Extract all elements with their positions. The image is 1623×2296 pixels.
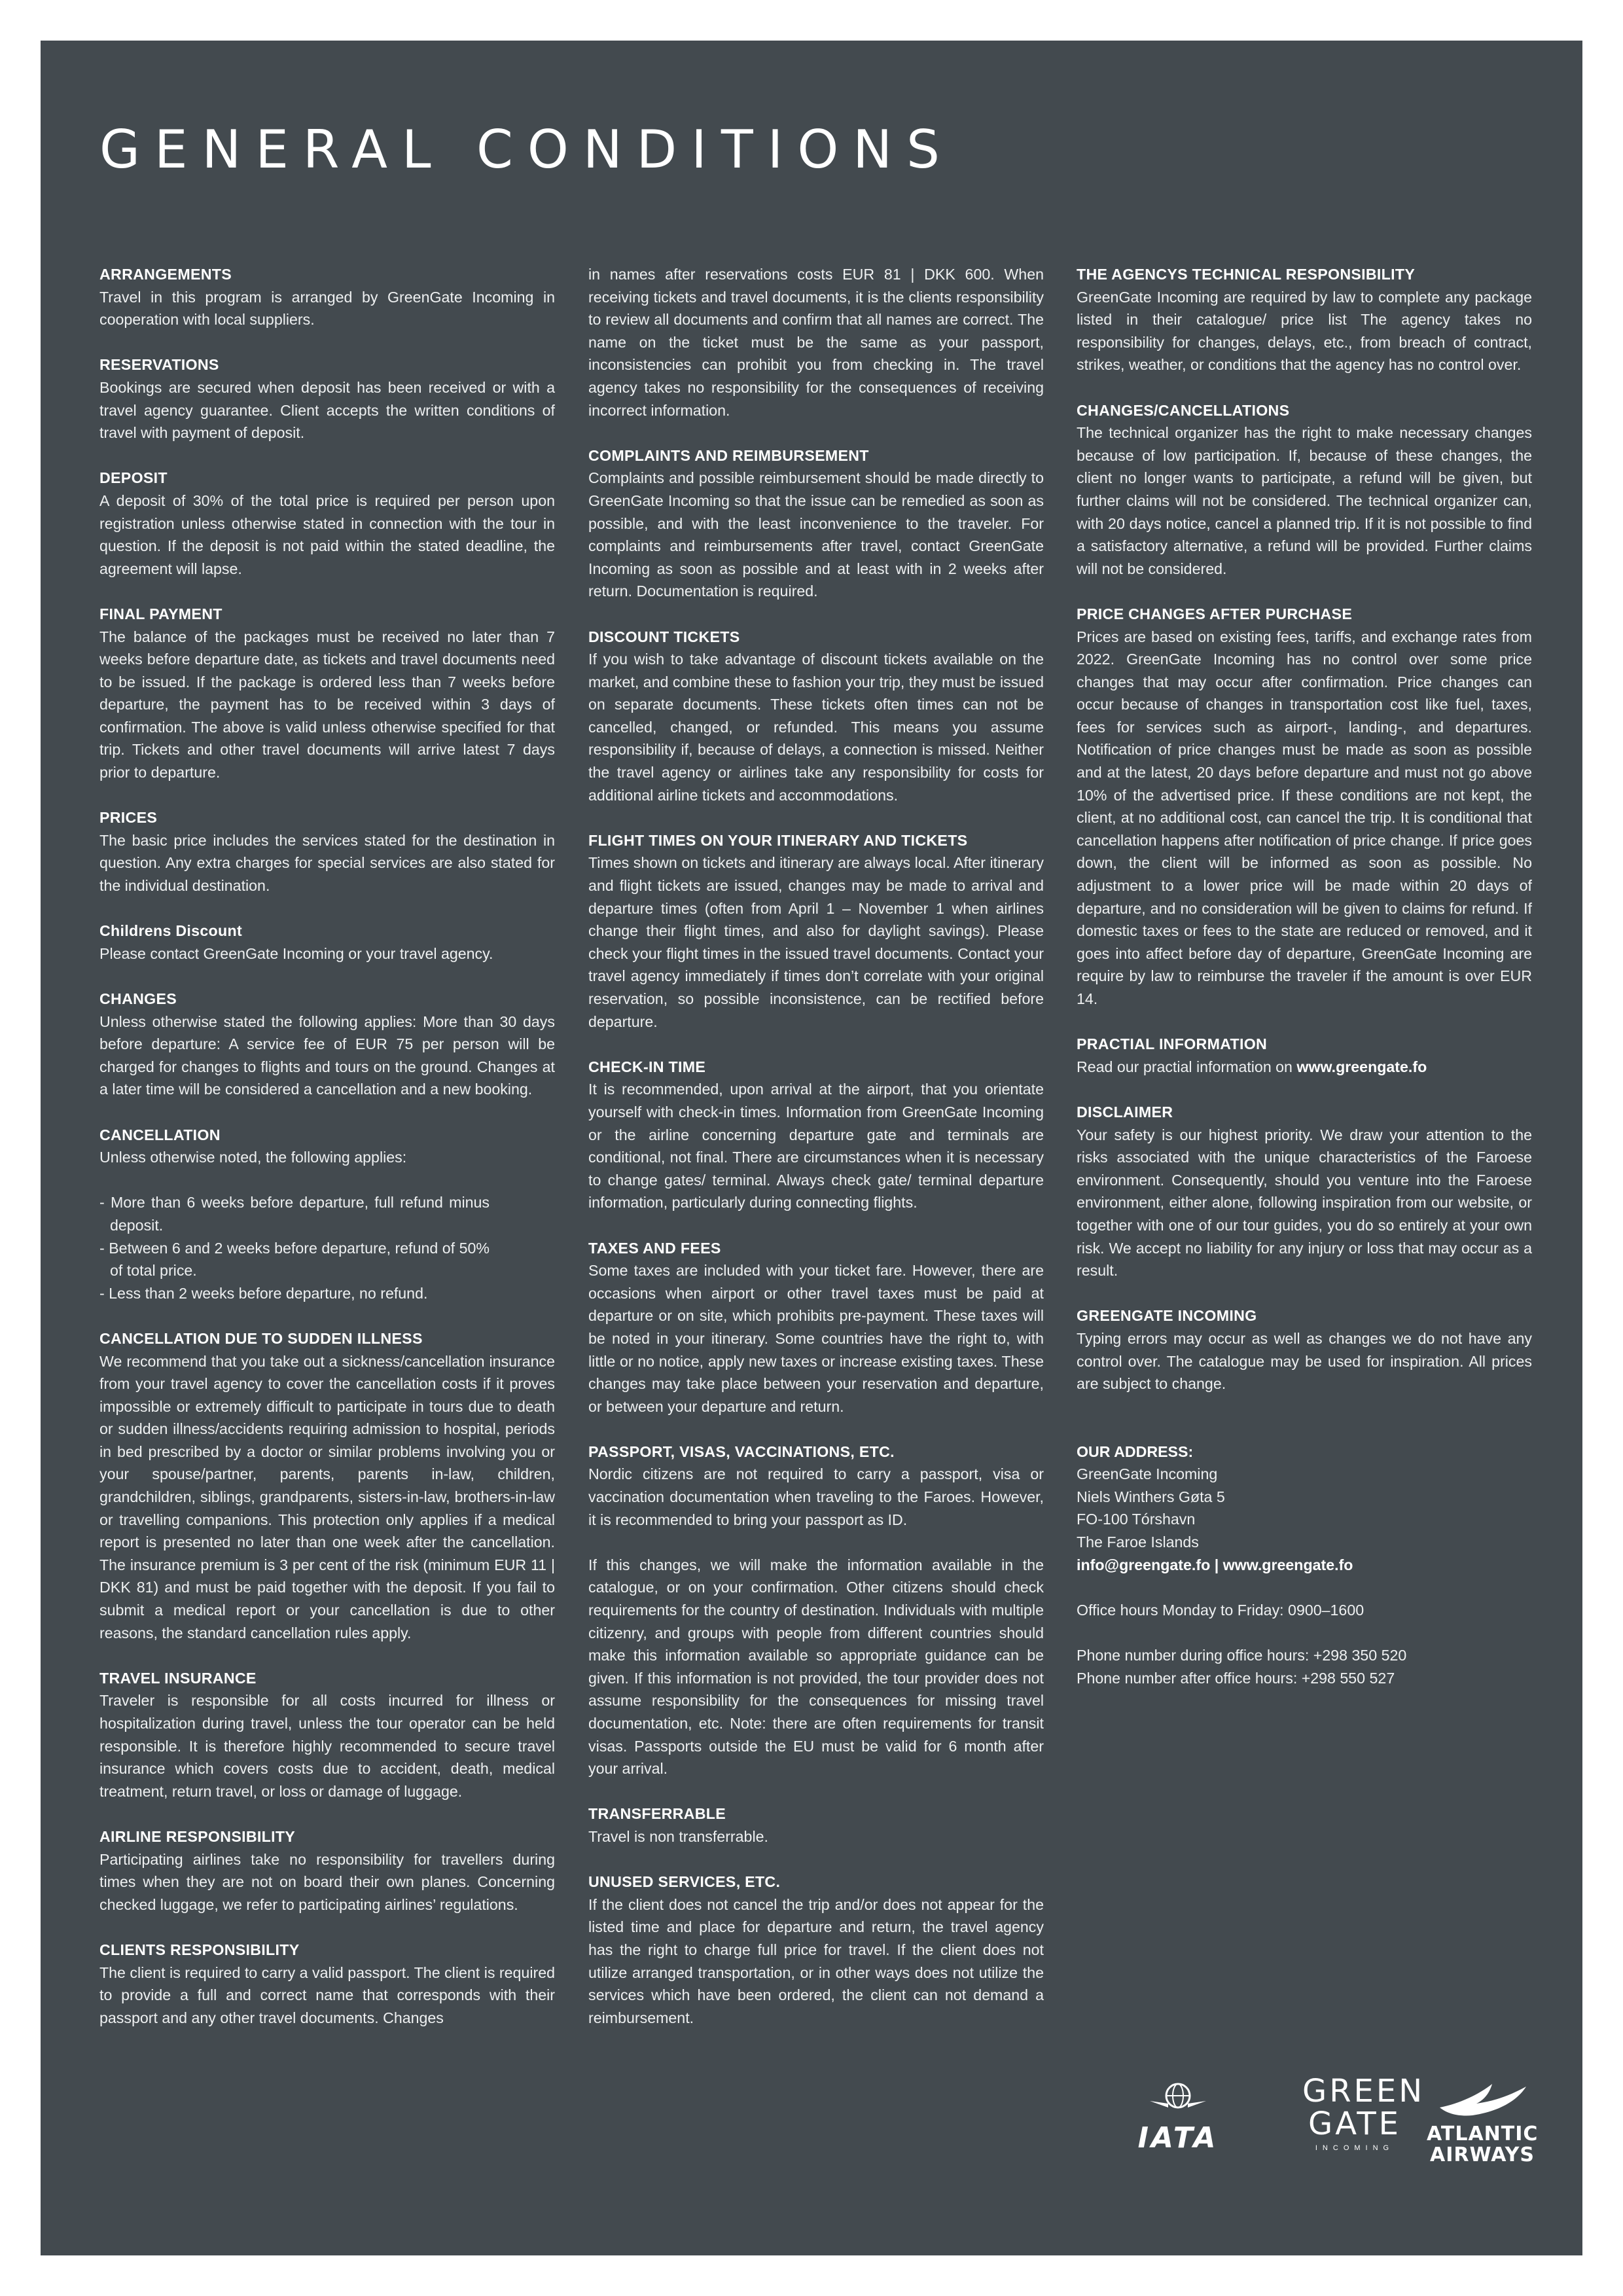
list-item: - Between 6 and 2 weeks before departure, refund of 50% of total price. [99,1239,490,1280]
section-heading: COMPLAINTS AND REIMBURSEMENT [588,446,869,464]
section-paragraph: Participating airlines take no responsibility for travellers during times when they are not on board their own planes. Concerning checked luggage, we refer to participating airlines’ regulations. [99,1850,555,1913]
section-clients-responsibility [99,1939,555,2029]
section-complaints-and-reimbursement [588,444,1044,603]
column-1 [99,263,555,2052]
section-heading: CANCELLATION DUE TO SUDDEN ILLNESS [99,1329,423,1347]
section-travel-insurance [99,1667,555,1803]
column-2 [588,263,1044,2052]
section-paragraph: A deposit of 30% of the total price is required per person upon registration unless otherwise stated in connection with the tour in question. If the deposit is not paid within the stated deadline, the agreement will lapse. [99,492,555,577]
section-heading: THE AGENCYS TECHNICAL RESPONSIBILITY [1077,266,1416,283]
address-line: Niels Winthers Gøta 5 [1077,1488,1225,1505]
column-3 [1077,263,1532,1689]
section-paragraph: Typing errors may occur as well as changes we do not have any control over. The catalogue may be used for inspiration. All prices are subject to change. [1077,1329,1532,1393]
section-the-agencys-technical-responsibility [1077,263,1532,376]
section-practial-information [1077,1033,1532,1078]
section-paragraph: Times shown on tickets and itinerary are always local. After itinerary and flight tickets are issued, changes may be made to arrival and departure times (often from April 1 – November 1 when airlines change their flight times, and also for daylight savings). Please check your flight times in the issued travel documents. Contact your travel agency immediately if times don’t correlate with your original reservation, so possible inconsistence, can be rectified before departure. [588,854,1044,1030]
address-line: The Faroe Islands [1077,1534,1199,1551]
section-changes-cancellations [1077,399,1532,581]
section-heading: CHANGES [99,990,177,1007]
section-arrangements [99,263,555,331]
conditions-panel [41,41,1582,2255]
section-paragraph: GreenGate Incoming are required by law to complete any package listed in their catalogue/ price list The agency takes no responsibility for changes, delays, etc., from breach of contract, strikes, weather, or conditions that the agency has no control over. [1077,288,1532,374]
section-heading: CHANGES/CANCELLATIONS [1077,401,1290,419]
contact-links[interactable]: info@greengate.fo | www.greengate.fo [1077,1556,1353,1573]
section-heading: DISCLAIMER [1077,1103,1173,1121]
greengate-line1: GREEN [1302,2073,1425,2109]
atlantic-line2: AIRWAYS [1430,2144,1535,2166]
iata-globe-icon [1149,2081,1207,2118]
section-heading: DISCOUNT TICKETS [588,628,740,645]
section-heading: PASSPORT, VISAS, VACCINATIONS, ETC. [588,1443,895,1460]
section-heading: PRACTIAL INFORMATION [1077,1035,1268,1053]
section-paragraph: Nordic citizens are not required to carry a passport, visa or vaccination documentation when traveling to the Faroes. However, it is recommended to bring your passport as ID. [588,1465,1044,1528]
section-heading: GREENGATE INCOMING [1077,1307,1257,1325]
section-heading: FLIGHT TIMES ON YOUR ITINERARY AND TICKETS [588,831,968,849]
section-paragraph: in names after reservations costs EUR 81 | DKK 600. When receiving tickets and travel documents, it is the clients responsibility to review all documents and confirm that all names are correct. The name on the ticket must be the same as your passport, inconsistencies can prohibit you from checking in. The travel agency takes no responsibility for the consequences of receiving incorrect information. [588,266,1044,419]
section-unused-services-etc [588,1871,1044,2029]
address-line: FO-100 Tórshavn [1077,1511,1196,1528]
section-paragraph: If this changes, we will make the information available in the catalogue, or on your confirmation. Other citizens should check requirements for the country of destination. Individuals with multiple citizenry, and groups with people from different countries should make this information available so appropriate guidance can be given. If this information is not provided, the tour provider does not assume responsibility for the consequences for missing travel documentation, etc. Note: there are often requirements for transit visas. Passports outside the EU must be valid for 6 month after your arrival. [588,1556,1044,1778]
address-block [1077,1441,1532,1690]
section-paragraph: The client is required to carry a valid passport. The client is required to provide a full and correct name that corresponds with their passport and any other travel documents. Changes [99,1964,555,2026]
website-link[interactable]: www.greengate.fo [1296,1058,1427,1075]
section-heading: CHECK-IN TIME [588,1058,706,1075]
section-paragraph: The balance of the packages must be received no later than 7 weeks before departure date, as tickets and travel documents need to be issued. If the package is ordered less than 7 weeks before departure, the payment has to be received within 3 days of confirmation. The above is valid unless otherwise specified for that trip. Tickets and other travel documents will arrive latest 7 days prior to departure. [99,628,555,781]
section-paragraph: It is recommended, upon arrival at the airport, that you orientate yourself with check-in times. Information from GreenGate Incoming or the airline concerning departure gate and terminals are conditional, not final. There are circumstances when it is necessary to change gates/ terminal. Always check gate/ terminal departure information, particularly during connecting flights. [588,1081,1044,1211]
section-paragraph: Some taxes are included with your ticket fare. However, there are occasions when airport or other travel taxes must be paid at departure or on site, which prohibits pre-payment. These taxes will be noted in your itinerary. Some countries have the right to, with little or no notice, apply new taxes or increase existing taxes. These changes may take place between your reservation and departure, or between your departure and return. [588,1262,1044,1415]
section-heading: PRICES [99,809,158,827]
section-paragraph: The basic price includes the services stated for the destination in question. Any extra charges for special services are also stated for the individual destination. [99,831,555,895]
section-continued [588,263,1044,422]
greengate-line2: GATE [1308,2106,1401,2142]
section-airline-responsibility [99,1825,555,1916]
section-heading: PRICE CHANGES AFTER PURCHASE [1077,605,1353,622]
section-childrens-discount [99,920,555,965]
section-disclaimer [1077,1101,1532,1282]
office-hours: Office hours Monday to Friday: 0900–1600 [1077,1601,1364,1619]
section-cancellation-due-to-sudden-illness [99,1327,555,1644]
section-paragraph: Prices are based on existing fees, tariffs, and exchange rates from 2022. GreenGate Incoming has no control over some price changes that may occur after confirmation. Price changes can occur because of changes in transportation cost like fuel, taxes, fees for services such as airport-, landing-, and departures. Notification of price changes must be made as soon as possible and at the latest, 20 days before departure and must not go above 10% of the advertised price. If these conditions are not kept, the client, at no additional cost, can cancel the trip. It is conditional that cancellation happens after notification of price change. If price goes down, the client will be informed as soon as possible. No adjustment to a lower price will be made within 20 days of departure, and no consideration will be given to claims for refund. If domestic taxes or fees to the state are reduced or removed, and it goes into affect before day of departure, GreenGate Incoming are require by law to reimburse the traveler if the amount is over EUR 14. [1077,628,1532,1007]
address-heading: OUR ADDRESS: [1077,1443,1194,1460]
section-paragraph: Traveler is responsible for all costs incurred for illness or hospitalization during travel, unless the tour operator can be held responsible. It is therefore highly recommended to secure travel insurance which covers costs due to accident, death, medical treatment, return travel, or loss or damage of luggage. [99,1692,555,1800]
section-heading: Childrens Discount [99,922,242,940]
section-transferrable [588,1803,1044,1848]
list-item: - More than 6 weeks before departure, full refund minus deposit. [99,1194,490,1234]
section-paragraph: Bookings are secured when deposit has been received or with a travel agency guarantee. Client accepts the written conditions of travel with payment of deposit. [99,378,555,442]
section-paragraph: Your safety is our highest priority. We draw your attention to the risks associated with the unique characteristics of the Faroese environment. Consequently, should you venture into the Faroese environment, either alone, following inspiration from our website, or together with one of our tour guides, you do so entirely at your own risk. We accept no liability for any injury or loss that may occur as a result. [1077,1126,1532,1280]
section-heading: TRAVEL INSURANCE [99,1669,257,1687]
section-paragraph: We recommend that you take out a sickness/cancellation insurance from your travel agency to cover the cancellation costs if it proves impossible or extremely difficult to participate in tours due to death or sudden illness/accidents requiring admission to hospital, periods in bed prescribed by a doctor or similar problems involving you or your spouse/partner, parents, parents in-law, children, grandchildren, siblings, grandparents, sisters-in-law, brothers-in-law or travelling companions. This protection only applies if a medical report is presented no later than one week after the cancellation. The insurance premium is 3 per cent of the risk (minimum EUR 11 | DKK 81) and must be paid together with the deposit. If you fail to submit a medical report or your cancellation is due to other reasons, the standard cancellation rules apply. [99,1352,555,1641]
section-paragraph: Travel in this program is arranged by GreenGate Incoming in cooperation with local suppliers. [99,288,555,329]
bird-icon [1433,2081,1531,2121]
section-taxes-and-fees [588,1237,1044,1418]
section-greengate-incoming [1077,1304,1532,1395]
section-paragraph: Complaints and possible reimbursement should be made directly to GreenGate Incoming so that the issue can be remedied as soon as possible, and with the least inconvenience to the traveler. For complaints and reimbursements after travel, contact GreenGate Incoming as soon as possible and at least with in 2 weeks after return. Documentation is required. [588,469,1044,600]
section-heading: TAXES AND FEES [588,1239,721,1257]
atlantic-airways-logo [1427,2081,1538,2166]
section-cancellation [99,1124,555,1305]
greengate-logo [1302,2073,1425,2152]
iata-wordmark: IATA [1137,2121,1219,2155]
iata-logo [1113,2081,1243,2155]
section-reservations [99,353,555,444]
section-heading: CANCELLATION [99,1126,221,1143]
section-paragraph: Please contact GreenGate Incoming or your travel agency. [99,944,493,962]
phone-after: Phone number after office hours: +298 550 527 [1077,1669,1395,1687]
section-paragraph: Unless otherwise stated the following applies: More than 30 days before departure: A service fee of EUR 75 per person will be charged for changes to flights and tours on the ground. Changes at a later time will be considered a cancellation and a new booking. [99,1013,555,1098]
page-title: GENERAL CONDITIONS [99,119,954,180]
section-heading: UNUSED SERVICES, ETC. [588,1873,781,1891]
section-discount-tickets [588,626,1044,807]
address-line: GreenGate Incoming [1077,1465,1218,1483]
list-item: - Less than 2 weeks before departure, no refund. [99,1284,428,1302]
section-paragraph: Unless otherwise noted, the following applies: [99,1149,407,1166]
section-paragraph: If you wish to take advantage of discount tickets available on the market, and combine these to fashion your trip, they must be issued on separate documents. These tickets often times can not be cancelled, changed, or refunded. This means you assume responsibility if, because of delays, a connection is missed. Neither the travel agency or airlines take any responsibility for costs for additional airline tickets and accommodations. [588,651,1044,804]
section-price-changes-after-purchase [1077,603,1532,1011]
section-heading: TRANSFERRABLE [588,1805,726,1823]
section-check-in-time [588,1056,1044,1214]
section-heading: ARRANGEMENTS [99,266,232,283]
section-passport-visas-vaccinations-etc [588,1441,1044,1780]
section-deposit [99,467,555,580]
section-heading: AIRLINE RESPONSIBILITY [99,1827,296,1845]
section-final-payment [99,603,555,784]
paragraph-text: Read our practial information on [1077,1058,1297,1075]
section-heading: DEPOSIT [99,469,168,487]
section-paragraph: Travel is non transferrable. [588,1827,768,1845]
section-heading: RESERVATIONS [99,356,219,374]
greengate-sub: INCOMING [1315,2144,1395,2152]
section-changes [99,988,555,1101]
section-paragraph: The technical organizer has the right to make necessary changes because of low participation. If, because of these changes, the client no longer wants to participate, a refund will be given, but further claims will not be considered. The technical organizer can, with 20 days notice, cancel a planned trip. If it is not possible to find a satisfactory alternative, a refund will be provided. Further claims will not be considered. [1077,424,1532,577]
section-heading: FINAL PAYMENT [99,605,223,622]
bullet-list [99,1191,555,1304]
atlantic-line1: ATLANTIC [1427,2123,1539,2145]
section-heading: CLIENTS RESPONSIBILITY [99,1941,300,1958]
section-paragraph: If the client does not cancel the trip and/or does not appear for the listed time and place for departure and return, the travel agency has the right to charge full price for travel. If the client does not utilize arranged transportation, or in other ways does not utilize the services which have been ordered, the client can not demand a reimbursement. [588,1895,1044,2026]
phone-office: Phone number during office hours: +298 350 520 [1077,1647,1407,1664]
section-prices [99,806,555,897]
section-paragraph [1077,1056,1532,1079]
section-flight-times-on-your-itinerary-and-tickets [588,829,1044,1033]
